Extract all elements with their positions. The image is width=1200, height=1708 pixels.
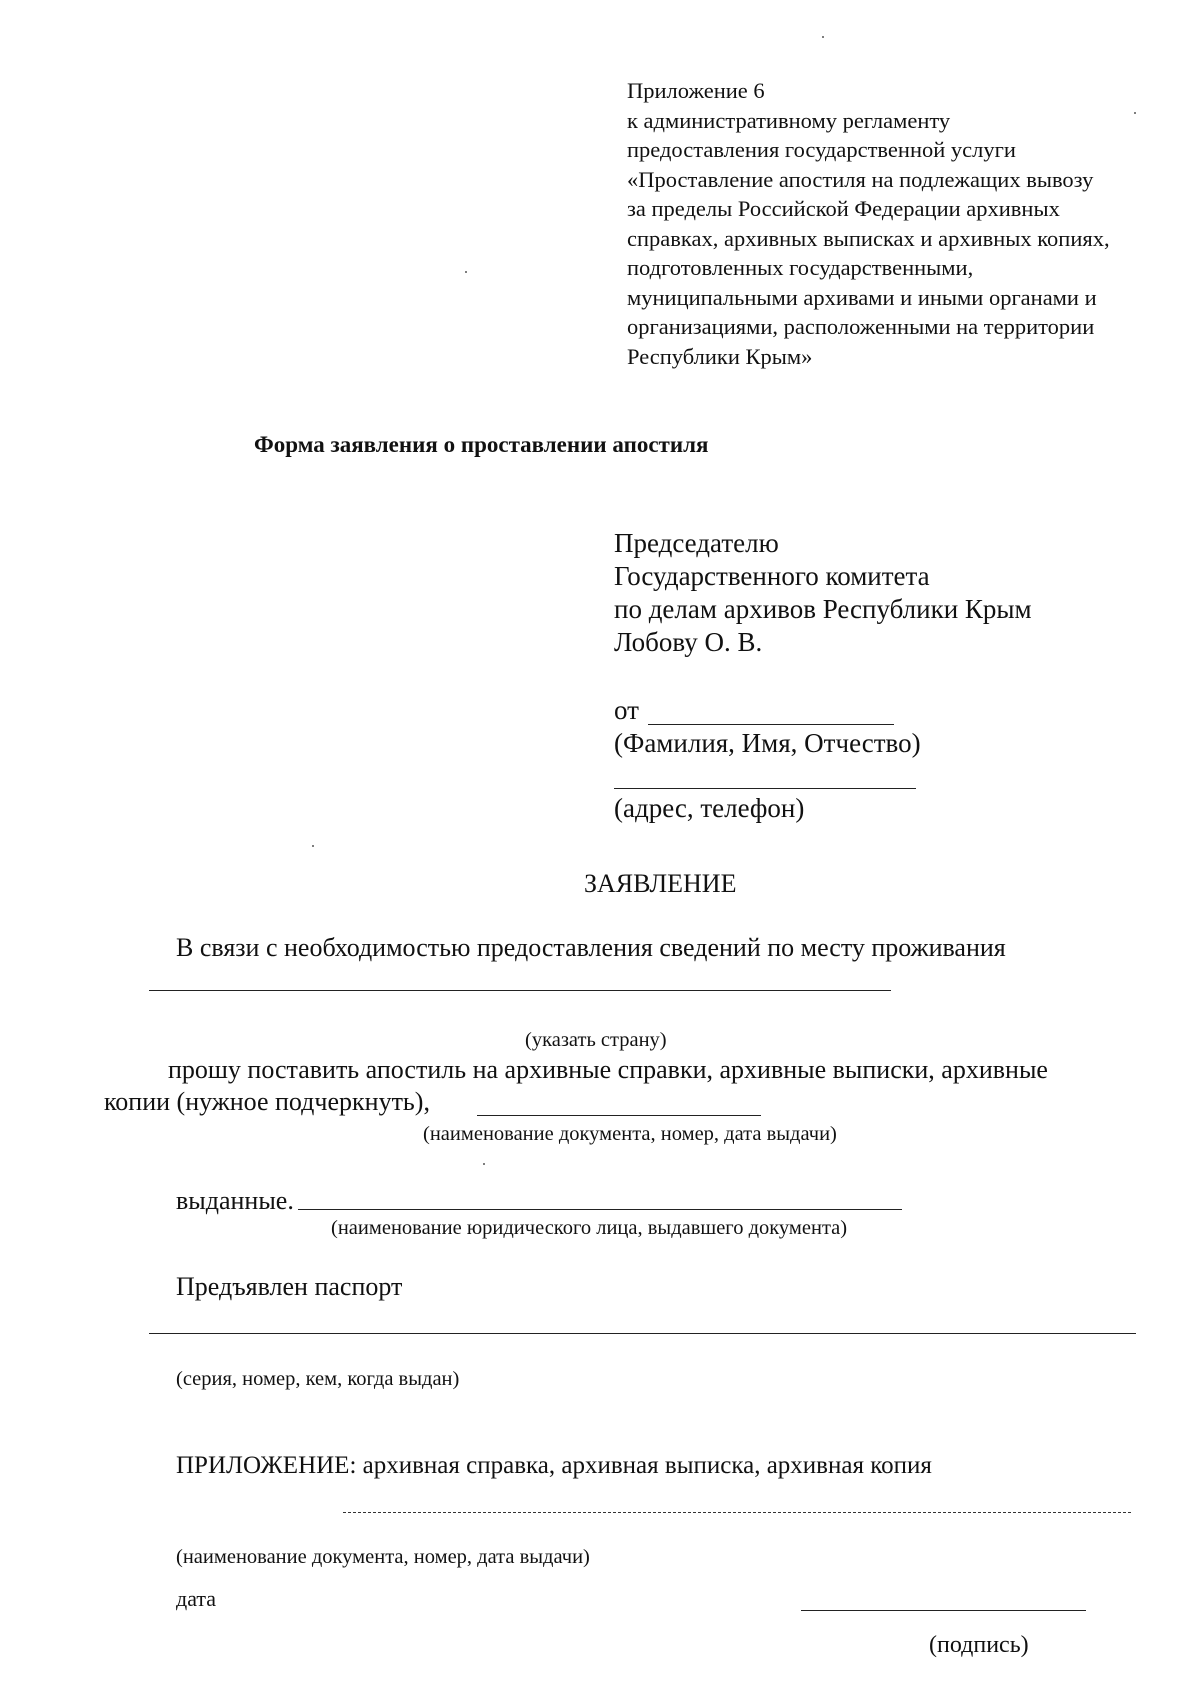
passport-field[interactable] [149, 1333, 1136, 1334]
statement-line-1: В связи с необходимостью предоставления сведений по месту проживания [176, 933, 1006, 962]
issued-label-text: выданные [176, 1186, 288, 1215]
scan-speck [312, 845, 314, 847]
appendix-line: Республики Крым» [627, 343, 813, 369]
country-field[interactable] [149, 990, 891, 991]
form-title: Форма заявления о проставлении апостиля [254, 432, 709, 457]
statement-heading: ЗАЯВЛЕНИЕ [584, 869, 737, 898]
date-label: дата [176, 1586, 217, 1611]
appendix-line: «Проставление апостиля на подлежащих вывозу [627, 166, 1094, 192]
appendix-line: организациями, расположенными на территории [627, 314, 1095, 339]
appendix-line: справках, архивных выписках и архивных копиях, [627, 225, 1110, 251]
issued-label [176, 1186, 294, 1216]
from-name-field[interactable] [648, 724, 894, 725]
from-label: от [614, 695, 639, 725]
appendix-line: предоставления государственной услуги [627, 137, 1016, 162]
appendix-header [627, 76, 1110, 371]
signature-field[interactable] [801, 1610, 1086, 1611]
address-caption: (адрес, телефон) [614, 793, 805, 823]
scan-speck [465, 271, 467, 273]
attachment-label: ПРИЛОЖЕНИЕ: архивная справка, архивная выписка, архивная копия [176, 1452, 932, 1479]
addressee-name: Лобову О. В. [614, 627, 763, 657]
appendix-line: за пределы Российской Федерации архивных [627, 196, 1060, 221]
passport-label: Предъявлен паспорт [176, 1272, 403, 1301]
signature-caption: (подпись) [929, 1632, 1029, 1658]
attachment-field[interactable] [343, 1512, 1131, 1513]
document-field[interactable] [477, 1115, 761, 1116]
addressee-block [614, 527, 1032, 659]
issuer-field[interactable] [298, 1209, 902, 1210]
appendix-line: муниципальными архивами и иными органами и [627, 284, 1097, 310]
issuer-caption: (наименование юридического лица, выдавшего документа) [331, 1217, 848, 1239]
appendix-line: к административному регламенту [627, 107, 951, 133]
addressee-organization-cont: по делам архивов Республики Крым [614, 594, 1032, 624]
attachment-caption: (наименование документа, номер, дата выдачи) [176, 1546, 590, 1568]
addressee-position: Председателю [614, 528, 779, 558]
addressee-organization: Государственного комитета [614, 561, 930, 591]
statement-line-2: прошу поставить апостиль на архивные справки, архивные выписки, архивные [168, 1055, 1048, 1084]
statement-line-3: копии (нужное подчеркнуть), [104, 1087, 430, 1116]
document-caption: (наименование документа, номер, дата выдачи) [423, 1123, 837, 1145]
scan-speck [1134, 112, 1136, 114]
country-caption: (указать страну) [525, 1029, 667, 1051]
address-field[interactable] [614, 788, 916, 789]
scan-speck [822, 36, 824, 38]
fio-caption: (Фамилия, Имя, Отчество) [614, 728, 921, 758]
issued-dot: . [287, 1186, 294, 1215]
appendix-line: подготовленных государственными, [627, 255, 974, 280]
passport-caption: (серия, номер, кем, когда выдан) [176, 1368, 460, 1390]
scan-speck [483, 1163, 485, 1165]
appendix-number: Приложение 6 [627, 78, 765, 103]
